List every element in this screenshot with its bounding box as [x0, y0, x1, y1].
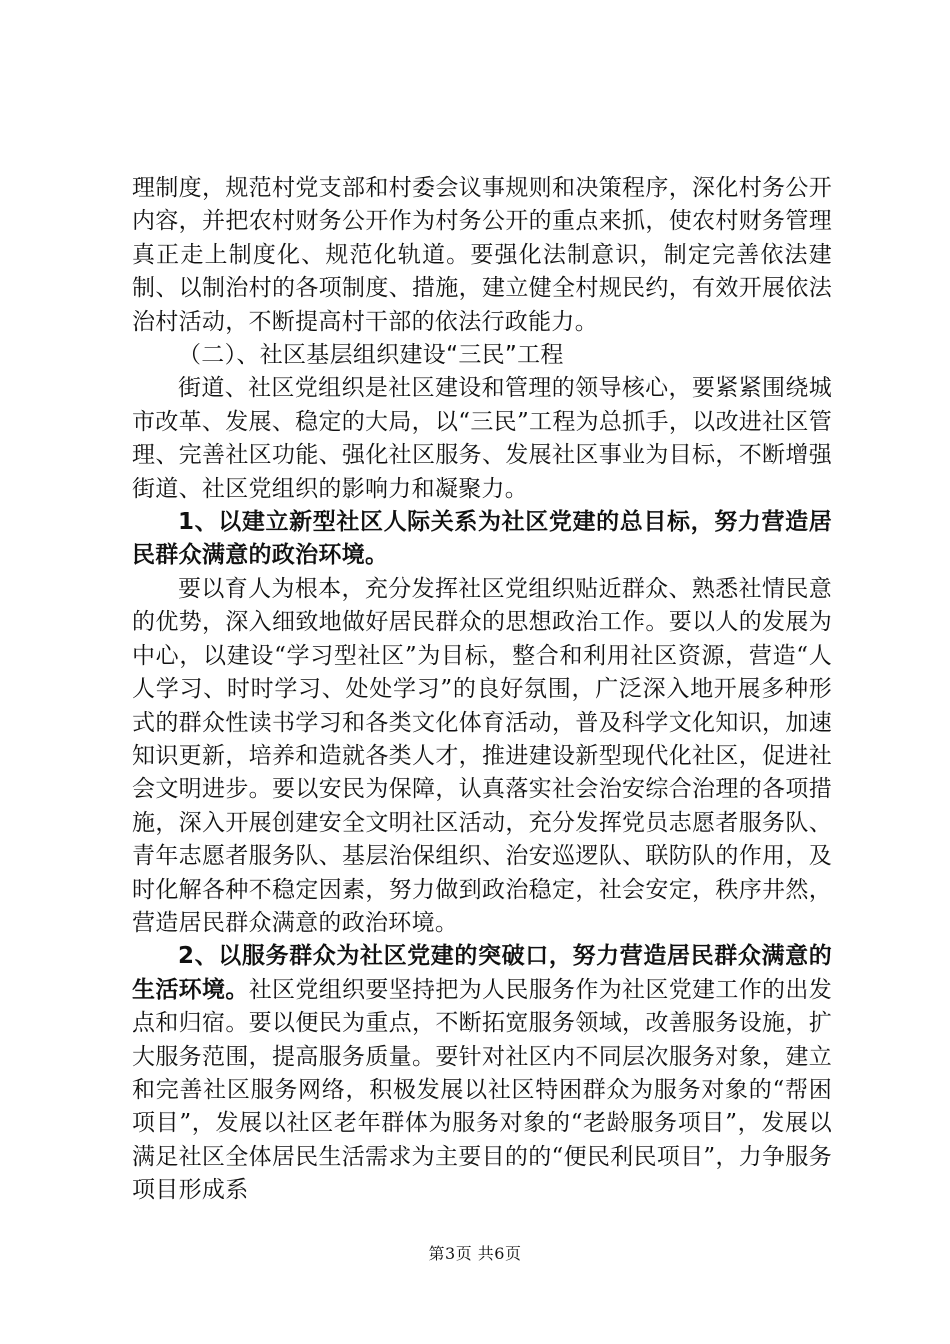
- paragraph-body: 社区党组织要坚持把为人民服务作为社区党建工作的出发点和归宿。要以便民为重点，不断拓宽服务领域，改善服务设施，扩大服务范围，提高服务质量。要针对社区内不同层次服务对象，建立和完善社区服务网络，积极发展以社区特困群众为服务对象的“帮困项目”，发展以社区老年群体为服务对象的“老龄服务项目”，发展以满足社区全体居民生活需求为主要目的的“便民利民项目”，力争服务项目形成系: [132, 976, 833, 1204]
- paragraph-continued: 理制度，规范村党支部和村委会议事规则和决策程序，深化村务公开内容，并把农村财务公开作为村务公开的重点来抓，使农村财务管理真正走上制度化、规范化轨道。要强化法制意识，制定完善依法建制、以制治村的各项制度、措施，建立健全村规民约，有效开展依法治村活动，不断提高村干部的依法行政能力。: [132, 175, 832, 335]
- page-number-footer: 第3页 共6页: [428, 1244, 522, 1263]
- paragraph: 要以育人为根本，充分发挥社区党组织贴近群众、熟悉社情民意的优势，深入细致地做好居民群众的思想政治工作。要以人的发展为中心，以建设“学习型社区”为目标，整合和利用社区资源，营造“人人学习、时时学习、处处学习”的良好氛围，广泛深入地开展多种形式的群众性读书学习和各类文化体育活动，普及科学文化知识，加速知识更新，培养和造就各类人才，推进建设新型现代化社区，促进社会文明进步。要以安民为保障，认真落实社会治安综合治理的各项措施，深入开展创建安全文明社区活动，充分发挥党员志愿者服务队、青年志愿者服务队、基层治保组织、治安巡逻队、联防队的作用，及时化解各种不稳定因素，努力做到政治稳定，社会安定，秩序井然，营造居民群众满意的政治环境。: [132, 575, 832, 936]
- paragraph: 街道、社区党组织是社区建设和管理的领导核心，要紧紧围绕城市改革、发展、稳定的大局，以“三民”工程为总抓手，以改进社区管理、完善社区功能、强化社区服务、发展社区事业为目标，不断增强街道、社区党组织的影响力和凝聚力。: [132, 375, 832, 502]
- subsection-heading: 2、以服务群众为社区党建的突破口，努力营造居民群众满意的生活环境。: [132, 943, 832, 1003]
- subsection-heading: 1、以建立新型社区人际关系为社区党建的总目标，努力营造居民群众满意的政治环境。: [132, 509, 832, 569]
- paragraph-with-heading: [132, 940, 832, 1207]
- section-heading: （二）、社区基层组织建设“三民”工程: [178, 342, 564, 369]
- document-body: [132, 172, 832, 1208]
